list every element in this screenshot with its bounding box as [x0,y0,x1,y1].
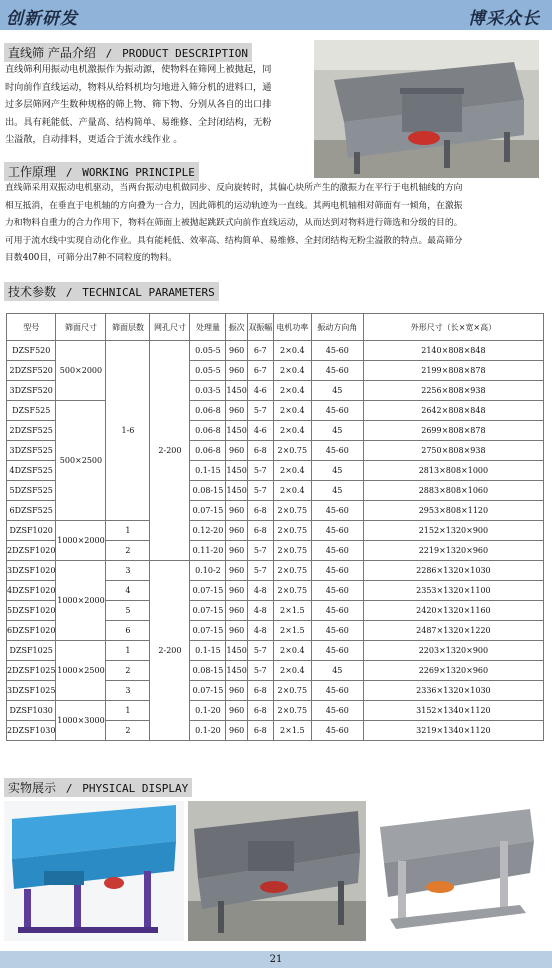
header-cell: 处理量 [190,314,226,341]
cell-dimensions: 3152×1340×1120 [363,701,543,721]
cell-amplitude: 4-6 [247,381,273,401]
intro-title-en: PRODUCT DESCRIPTION [122,47,248,60]
cell-frequency: 1450 [226,421,247,441]
cell-frequency: 960 [226,601,247,621]
cell-power: 2×0.4 [273,481,311,501]
product-photo-main [314,40,539,178]
cell-capacity: 0.05-5 [190,341,226,361]
cell-mesh: 2-200 [150,341,190,561]
cell-capacity: 0.07-15 [190,681,226,701]
cell-layers: 1 [106,701,150,721]
cell-angle: 45-60 [311,521,363,541]
cell-layers: 3 [106,561,150,581]
footer-bar [0,951,552,968]
cell-model: 3DZSF1025 [7,681,56,701]
cell-frequency: 960 [226,341,247,361]
principle-line: 力和物料自重力的合力作用下，物料在筛面上被抛起跳跃式向前作直线运动，从而达到对物料进行筛选和分级的目的。 [5,218,463,228]
cell-model: 3DZSF520 [7,381,56,401]
principle-title-sep: / [65,166,73,179]
display-title-cn: 实物展示 [8,781,57,795]
display-photo-silver-screen [370,801,546,941]
cell-dimensions: 2140×808×848 [363,341,543,361]
cell-amplitude: 5-7 [247,661,273,681]
table-row [7,401,544,421]
cell-screen-size: 1000×2500 [56,641,106,701]
cell-power: 2×0.75 [273,501,311,521]
cell-angle: 45 [311,421,363,441]
display-title-en: PHYSICAL DISPLAY [82,782,189,795]
cell-frequency: 960 [226,361,247,381]
cell-amplitude: 6-8 [247,441,273,461]
display-photo-blue-screen [4,801,184,941]
cell-angle: 45 [311,661,363,681]
cell-angle: 45-60 [311,341,363,361]
cell-layers: 2 [106,721,150,741]
header-cell: 振动方向角 [311,314,363,341]
cell-dimensions: 2813×808×1000 [363,461,543,481]
cell-frequency: 1450 [226,481,247,501]
cell-power: 2×0.4 [273,361,311,381]
cell-model: 6DZSF1020 [7,621,56,641]
cell-capacity: 0.03-5 [190,381,226,401]
principle-line: 可用于流水线中实现自动化作业。具有能耗低、效率高、结构简单、易维修、全封闭结构无粉尘溢散的特点。最高筛分 [5,235,463,246]
cell-capacity: 0.08-15 [190,661,226,681]
cell-angle: 45-60 [311,641,363,661]
cell-model: DZSF1020 [7,521,56,541]
principle-title-en: WORKING PRINCIPLE [82,166,195,179]
principle-title-cn: 工作原理 [8,165,57,179]
cell-capacity: 0.07-15 [190,581,226,601]
cell-angle: 45-60 [311,701,363,721]
cell-angle: 45-60 [311,581,363,601]
cell-angle: 45-60 [311,681,363,701]
cell-frequency: 960 [226,681,247,701]
cell-capacity: 0.10-2 [190,561,226,581]
cell-layers: 1 [106,521,150,541]
cell-power: 2×0.75 [273,441,311,461]
header-cell: 电机功率 [273,314,311,341]
cell-dimensions: 2286×1320×1030 [363,561,543,581]
grey-screen-machine-illustration [188,801,366,941]
cell-amplitude: 6-8 [247,701,273,721]
cell-capacity: 0.08-15 [190,481,226,501]
cell-angle: 45-60 [311,561,363,581]
intro-line: 过多层筛网产生数种规格的筛上物、筛下物、分别从各自的出口排 [5,99,272,110]
cell-capacity: 0.12-20 [190,521,226,541]
intro-title-sep: / [105,47,113,60]
cell-frequency: 1450 [226,641,247,661]
cell-model: 3DZSF525 [7,441,56,461]
cell-power: 2×0.75 [273,701,311,721]
cell-amplitude: 5-7 [247,561,273,581]
header-cell: 双振幅 [247,314,273,341]
cell-angle: 45-60 [311,621,363,641]
cell-angle: 45 [311,481,363,501]
table-row [7,341,544,361]
cell-model: DZSF525 [7,401,56,421]
cell-capacity: 0.06-8 [190,441,226,461]
cell-screen-size: 1000×2000 [56,561,106,641]
cell-screen-size: 1000×2000 [56,521,106,561]
cell-amplitude: 4-8 [247,581,273,601]
cell-mesh: 2-200 [150,561,190,741]
cell-model: DZSF1025 [7,641,56,661]
cell-amplitude: 4-8 [247,621,273,641]
cell-frequency: 1450 [226,461,247,481]
cell-dimensions: 2269×1320×960 [363,661,543,681]
cell-angle: 45-60 [311,721,363,741]
cell-power: 2×0.4 [273,341,311,361]
cell-dimensions: 2199×808×878 [363,361,543,381]
cell-dimensions: 2203×1320×900 [363,641,543,661]
cell-dimensions: 2219×1320×960 [363,541,543,561]
cell-amplitude: 6-7 [247,341,273,361]
cell-power: 2×0.4 [273,461,311,481]
cell-power: 2×1.5 [273,721,311,741]
cell-dimensions: 2642×808×848 [363,401,543,421]
display-photo-grey-screen [188,801,366,941]
cell-dimensions: 2699×808×878 [363,421,543,441]
cell-dimensions: 2420×1320×1160 [363,601,543,621]
cell-capacity: 0.1-20 [190,701,226,721]
cell-layers: 3 [106,681,150,701]
cell-amplitude: 4-8 [247,601,273,621]
cell-layers: 1 [106,641,150,661]
cell-capacity: 0.07-15 [190,601,226,621]
header-cell: 网孔尺寸 [150,314,190,341]
cell-frequency: 960 [226,561,247,581]
header-cell: 外形尺寸（长×宽×高） [363,314,543,341]
cell-model: 4DZSF1020 [7,581,56,601]
header-cell: 振次 [226,314,247,341]
header-cell: 型号 [7,314,56,341]
intro-line: 时向前作直线运动，物料从给料机均匀地进入筛分机的进料口，通 [5,81,272,93]
cell-screen-size: 500×2000 [56,341,106,401]
cell-angle: 45-60 [311,541,363,561]
cell-angle: 45-60 [311,401,363,421]
principle-paragraph [5,180,543,268]
cell-capacity: 0.1-15 [190,641,226,661]
cell-capacity: 0.05-5 [190,361,226,381]
cell-capacity: 0.1-20 [190,721,226,741]
header-cell: 筛面层数 [106,314,150,341]
cell-model: 2DZSF1020 [7,541,56,561]
cell-power: 2×0.4 [273,641,311,661]
intro-line: 直线筛利用振动电机激振作为振动源，使物料在筛网上被抛起，同 [5,64,272,75]
table-header-row [7,314,544,341]
cell-frequency: 1450 [226,661,247,681]
table-row [7,521,544,541]
cell-layers: 2 [106,661,150,681]
cell-model: 3DZSF1020 [7,561,56,581]
cell-power: 2×0.75 [273,541,311,561]
cell-frequency: 960 [226,401,247,421]
cell-dimensions: 2487×1320×1220 [363,621,543,641]
cell-amplitude: 6-8 [247,501,273,521]
silver-screen-machine-illustration [370,801,546,941]
cell-power: 2×1.5 [273,601,311,621]
screen-machine-illustration [314,40,539,178]
cell-layers: 6 [106,621,150,641]
cell-model: 5DZSF1020 [7,601,56,621]
cell-angle: 45 [311,461,363,481]
table-row [7,701,544,721]
intro-paragraph [5,61,305,149]
cell-frequency: 1450 [226,381,247,401]
cell-layers: 2 [106,541,150,561]
cell-dimensions: 2353×1320×1100 [363,581,543,601]
principle-line: 目数400目，可筛分出7种不同粒度的物料。 [5,253,177,263]
cell-capacity: 0.07-15 [190,501,226,521]
cell-dimensions: 2883×808×1060 [363,481,543,501]
cell-screen-size: 500×2500 [56,401,106,521]
brand-slogan-left: 创新研发 [6,9,78,29]
cell-power: 2×0.4 [273,381,311,401]
principle-line: 直线筛采用双振动电机驱动，当两台振动电机做同步、反向旋转时，其偏心块所产生的激振力在平行于电机轴线的方向 [5,183,463,193]
cell-capacity: 0.1-15 [190,461,226,481]
cell-angle: 45 [311,381,363,401]
display-title-sep: / [65,782,73,795]
cell-dimensions: 2256×808×938 [363,381,543,401]
cell-dimensions: 2750×808×938 [363,441,543,461]
blue-screen-machine-illustration [4,801,184,941]
cell-layers: 1-6 [106,341,150,521]
intro-section-title [4,43,252,62]
cell-dimensions: 3219×1340×1120 [363,721,543,741]
cell-capacity: 0.06-8 [190,421,226,441]
cell-angle: 45-60 [311,361,363,381]
header-bar [0,0,552,30]
params-title-sep: / [65,286,73,299]
cell-power: 2×0.4 [273,661,311,681]
cell-power: 2×0.4 [273,421,311,441]
cell-amplitude: 6-8 [247,721,273,741]
cell-model: 2DZSF525 [7,421,56,441]
intro-line: 尘溢散，自动排料，更适合于流水线作业 。 [5,134,183,145]
cell-layers: 5 [106,601,150,621]
cell-layers: 4 [106,581,150,601]
cell-model: 6DZSF525 [7,501,56,521]
cell-frequency: 960 [226,621,247,641]
cell-power: 2×0.75 [273,521,311,541]
cell-model: DZSF1030 [7,701,56,721]
cell-amplitude: 6-8 [247,521,273,541]
cell-amplitude: 5-7 [247,641,273,661]
cell-model: 2DZSF1030 [7,721,56,741]
cell-amplitude: 6-8 [247,681,273,701]
cell-dimensions: 2953×808×1120 [363,501,543,521]
params-title-cn: 技术参数 [8,285,57,299]
cell-dimensions: 2152×1320×900 [363,521,543,541]
cell-capacity: 0.07-15 [190,621,226,641]
cell-power: 2×0.75 [273,561,311,581]
cell-amplitude: 4-6 [247,421,273,441]
cell-power: 2×0.4 [273,401,311,421]
cell-capacity: 0.11-20 [190,541,226,561]
brand-slogan-right: 博采众长 [468,9,540,29]
cell-angle: 45-60 [311,441,363,461]
cell-frequency: 960 [226,521,247,541]
cell-frequency: 960 [226,721,247,741]
intro-line: 出。具有耗能低、产量高、结构简单、易维修、全封闭结构，无粉 [5,116,272,128]
cell-frequency: 960 [226,501,247,521]
intro-title-cn: 直线筛 产品介绍 [8,46,96,60]
cell-frequency: 960 [226,581,247,601]
cell-model: 4DZSF525 [7,461,56,481]
cell-model: 2DZSF520 [7,361,56,381]
cell-amplitude: 5-7 [247,401,273,421]
cell-angle: 45-60 [311,501,363,521]
cell-dimensions: 2336×1320×1030 [363,681,543,701]
display-section-title [4,778,192,797]
params-section-title [4,282,219,301]
cell-amplitude: 5-7 [247,541,273,561]
cell-power: 2×1.5 [273,621,311,641]
cell-screen-size: 1000×3000 [56,701,106,741]
header-cell: 筛面尺寸 [56,314,106,341]
cell-amplitude: 6-7 [247,361,273,381]
cell-power: 2×0.75 [273,681,311,701]
page-number: 21 [269,954,283,965]
cell-capacity: 0.06-8 [190,401,226,421]
cell-amplitude: 5-7 [247,461,273,481]
cell-frequency: 960 [226,541,247,561]
cell-model: DZSF520 [7,341,56,361]
cell-frequency: 960 [226,441,247,461]
technical-parameters-table [6,313,544,741]
table-row [7,561,544,581]
table-row [7,641,544,661]
principle-section-title [4,162,199,181]
principle-line: 相互抵消，在垂直于电机轴的方向叠为一合力，因此筛机的运动轨迹为一直线。其两电机轴相对筛面有一倾角，在激振 [5,200,463,211]
cell-model: 2DZSF1025 [7,661,56,681]
cell-frequency: 960 [226,701,247,721]
cell-angle: 45-60 [311,601,363,621]
cell-amplitude: 5-7 [247,481,273,501]
cell-power: 2×0.75 [273,581,311,601]
cell-model: 5DZSF525 [7,481,56,501]
params-title-en: TECHNICAL PARAMETERS [82,286,215,299]
